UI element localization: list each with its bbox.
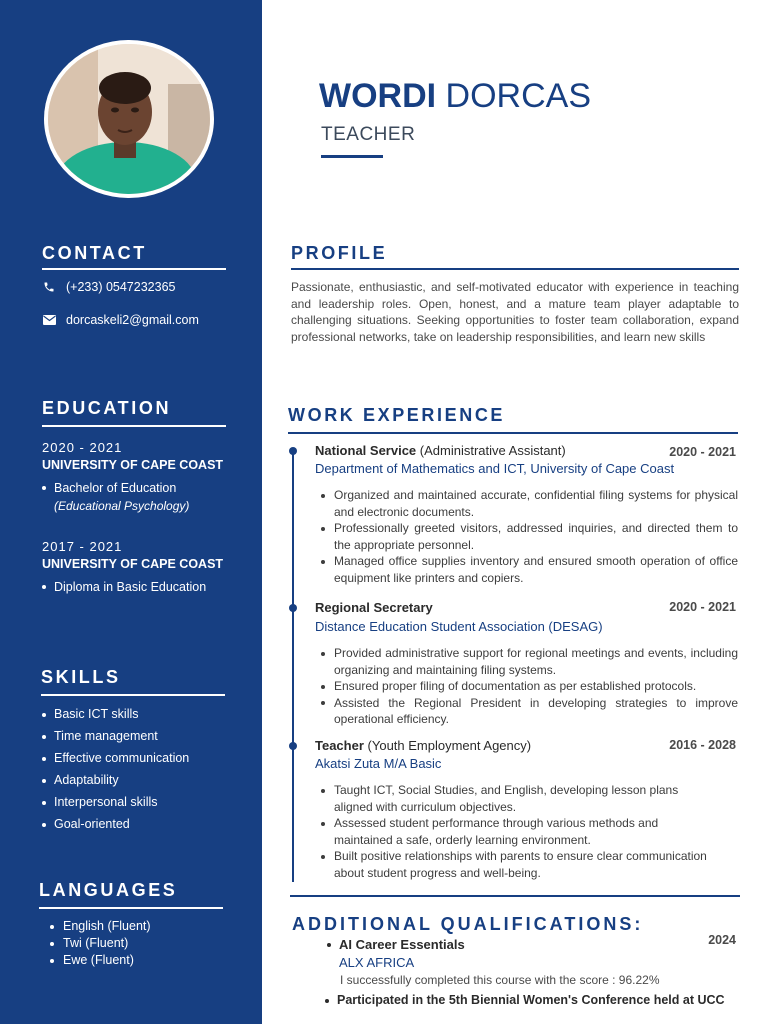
additional-qualifications-heading: ADDITIONAL QUALIFICATIONS: [292, 914, 644, 934]
contact-phone [42, 280, 175, 294]
language-item: Twi (Fluent) [50, 935, 250, 952]
qualification-year: 2024 [708, 933, 736, 947]
qualification-organization: ALX AFRICA [339, 955, 415, 970]
phone-number[interactable]: (+233) 0547232365 [66, 280, 176, 294]
education-years: 2020 - 2021 [42, 440, 123, 455]
contact-divider [42, 268, 226, 270]
job-title-main: Teacher [315, 738, 364, 753]
education-degree-list [42, 479, 242, 515]
skills-divider [41, 694, 225, 696]
bullet-dot [325, 999, 329, 1003]
profile-summary: Passionate, enthusiastic, and self-motivated educator with experience in teaching and leadership roles. Open, honest, and a mature team player adaptable to challenging situations. Seeking opportunities to foster team collaboration, expand professional networks, take on leadership responsibilities, and learn new skills [291, 280, 739, 344]
job-title-main: Regional Secretary [315, 600, 433, 615]
job-title-detail: (Administrative Assistant) [419, 443, 566, 458]
profile-photo [48, 44, 210, 194]
timeline-dot [289, 742, 297, 750]
profile-photo-frame [44, 40, 214, 198]
phone-icon [42, 281, 56, 293]
skill-item: Interpersonal skills [42, 791, 242, 813]
skill-item: Adaptability [42, 769, 242, 791]
skills-list [42, 703, 242, 835]
list-item [42, 479, 242, 515]
first-name: WORDI [319, 77, 437, 115]
full-name [319, 76, 591, 116]
list-item: Taught ICT, Social Studies, and English, developing lesson plans aligned with curriculum objectives. [334, 782, 714, 815]
profile-divider [291, 268, 739, 270]
education-degree: Bachelor of Education [54, 481, 177, 495]
additional-divider [290, 895, 740, 897]
list-item: Assisted the Regional President in developing strategies to improve operational efficiency. [334, 695, 738, 726]
list-item: Ensured proper filing of documentation as per established protocols. [334, 678, 738, 695]
list-item: Provided administrative support for regional meetings and events, including organizing and maintaining filing systems. [334, 646, 738, 677]
education-school: UNIVERSITY OF CAPE COAST [42, 557, 224, 571]
job-title-main: National Service [315, 443, 417, 458]
email-address[interactable]: dorcaskeli2@gmail.com [66, 313, 199, 327]
education-entry [42, 539, 242, 596]
profile-heading: PROFILE [291, 243, 388, 263]
list-item: Professionally greeted visitors, addressed inquiries, and directed them to the appropriate personnel. [334, 521, 738, 552]
qualification-title: AI Career Essentials [339, 937, 465, 952]
skill-item: Effective communication [42, 747, 242, 769]
job-title [315, 600, 433, 615]
languages-divider [39, 907, 223, 909]
job-organization: Akatsi Zuta M/A Basic [315, 756, 442, 771]
languages-list [50, 918, 250, 969]
list-item: Managed office supplies inventory and ensured smooth operation of office equipment like printers and copiers. [334, 554, 738, 585]
list-item: Organized and maintained accurate, confidential filing systems for physical and electronic documents. [334, 488, 738, 519]
education-school: UNIVERSITY OF CAPE COAST [42, 458, 224, 472]
skill-item: Basic ICT skills [42, 703, 242, 725]
education-entry [42, 440, 242, 515]
language-item: English (Fluent) [50, 918, 250, 935]
qualification-note: I successfully completed this course with the score : 96.22% [340, 973, 660, 987]
timeline-dot [289, 447, 297, 455]
role-underline [321, 155, 383, 158]
education-years: 2017 - 2021 [42, 539, 123, 554]
envelope-icon [42, 314, 56, 326]
skills-heading: SKILLS [41, 667, 121, 687]
education-degree: Diploma in Basic Education [54, 580, 207, 594]
job-title [315, 738, 531, 753]
list-item [42, 578, 242, 596]
job-title [315, 443, 566, 458]
education-specialization: (Educational Psychology) [54, 499, 190, 513]
job-dates: 2016 - 2028 [669, 738, 736, 752]
last-name: DORCAS [445, 77, 592, 115]
job-duties [334, 782, 714, 881]
timeline-line [292, 450, 294, 882]
qualification-title: Participated in the 5th Biennial Women's Conference held at UCC [337, 993, 725, 1007]
skill-item: Time management [42, 725, 242, 747]
languages-heading: LANGUAGES [39, 880, 178, 900]
job-title-detail: (Youth Employment Agency) [367, 738, 532, 753]
job-duties [334, 645, 738, 728]
contact-email [42, 313, 199, 327]
job-dates: 2020 - 2021 [669, 600, 736, 614]
education-divider [42, 425, 226, 427]
work-experience-heading: WORK EXPERIENCE [288, 405, 506, 425]
list-item: Assessed student performance through various methods and maintained a safe, orderly learning environment. [334, 815, 714, 848]
list-item: Built positive relationships with parents to ensure clear communication about student progress and well-being. [334, 848, 714, 881]
bullet-dot [327, 943, 331, 947]
language-item: Ewe (Fluent) [50, 952, 250, 969]
job-duties [334, 487, 738, 586]
job-dates: 2020 - 2021 [669, 445, 736, 459]
job-organization: Department of Mathematics and ICT, University of Cape Coast [315, 461, 675, 476]
education-heading: EDUCATION [42, 398, 172, 418]
job-role: TEACHER [321, 124, 416, 145]
job-organization: Distance Education Student Association (DESAG) [315, 619, 603, 634]
contact-heading: CONTACT [42, 243, 147, 263]
sidebar [0, 0, 262, 1024]
timeline-dot [289, 604, 297, 612]
skill-item: Goal-oriented [42, 813, 242, 835]
work-experience-divider [288, 432, 738, 434]
education-degree-list [42, 578, 242, 596]
